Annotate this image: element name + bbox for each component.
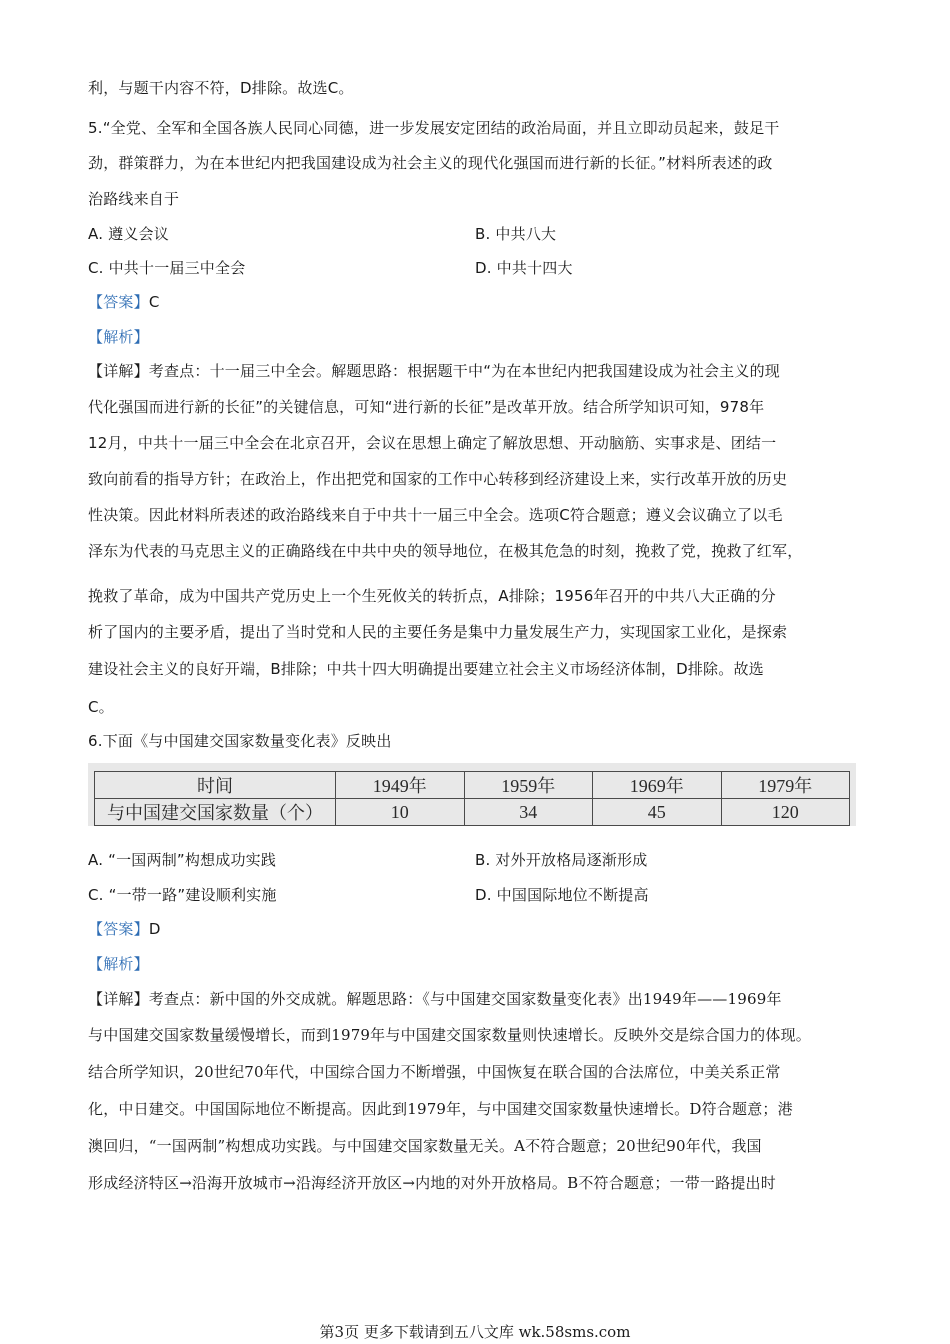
question-5-stem: 劲，群策群力，为在本世纪内把我国建设成为社会主义的现代化强国而进行新的长征。”材料所表述的政	[88, 154, 773, 172]
explanation-line: 致向前看的指导方针；在政治上，作出把党和国家的工作中心转移到经济建设上来，实行改革开放的历史	[88, 470, 788, 488]
table-header-cell: 1959年	[464, 772, 593, 799]
question-6-answer	[88, 919, 161, 939]
table-header-row	[95, 772, 850, 799]
table-header-cell: 1949年	[336, 772, 465, 799]
question-5-option-c: C. 中共十一届三中全会	[88, 259, 246, 277]
question-5-option-d: D. 中共十四大	[475, 259, 573, 277]
analysis-label: 【解析】	[88, 955, 149, 973]
explanation-line: 【详解】考查点：新中国的外交成就。解题思路：《与中国建交国家数量变化表》出1949年——1969年	[88, 990, 782, 1008]
explanation-line: 性决策。因此材料所表述的政治路线来自于中共十一届三中全会。选项C符合题意；遵义会议确立了以毛	[88, 506, 783, 524]
diplomatic-relations-table	[94, 771, 850, 826]
page-footer: 第3页 更多下载请到五八文库 wk.58sms.com	[319, 1323, 631, 1341]
explanation-line: 代化强国而进行新的长征”的关键信息，可知“进行新的长征”是改革开放。结合所学知识可知，978年	[88, 398, 765, 416]
question-6-option-d: D. 中国国际地位不断提高	[475, 886, 649, 904]
explanation-line: 形成经济特区→沿海开放城市→沿海经济开放区→内地的对外开放格局。B不符合题意；一带一路提出时	[88, 1174, 776, 1192]
table-cell: 34	[464, 799, 593, 826]
answer-label: 【答案】	[88, 293, 149, 311]
diplomatic-relations-table-image	[88, 763, 856, 826]
question-6-option-c: C. “一带一路”建设顺利实施	[88, 886, 277, 904]
answer-value: C	[148, 293, 160, 311]
explanation-line: 与中国建交国家数量缓慢增长，而到1979年与中国建交国家数量则快速增长。反映外交是综合国力的体现。	[88, 1026, 811, 1044]
explanation-line: 【详解】考查点：十一届三中全会。解题思路：根据题干中“为在本世纪内把我国建设成为社会主义的现	[88, 362, 780, 380]
question-5-option-b: B. 中共八大	[475, 225, 557, 243]
analysis-label: 【解析】	[88, 328, 149, 346]
explanation-line: 泽东为代表的马克思主义的正确路线在中共中央的领导地位，在极其危急的时刻，挽救了党，挽救了红军，	[88, 542, 803, 560]
table-header-cell: 时间	[95, 772, 336, 799]
explanation-line: 澳回归，“一国两制”构想成功实践。与中国建交国家数量无关。A不符合题意；20世纪90年代，我国	[88, 1137, 762, 1155]
question-6-stem: 6.下面《与中国建交国家数量变化表》反映出	[88, 732, 392, 750]
explanation-line: 化，中日建交。中国国际地位不断提高。因此到1979年，与中国建交国家数量快速增长。D符合题意；港	[88, 1100, 793, 1118]
answer-value: D	[148, 920, 161, 938]
question-6-option-a: A. “一国两制”构想成功实践	[88, 851, 277, 869]
table-cell: 10	[336, 799, 465, 826]
question-5-stem: 5.“全党、全军和全国各族人民同心同德，进一步发展安定团结的政治局面，并且立即动员起来，鼓足干	[88, 119, 780, 137]
explanation-line: 结合所学知识，20世纪70年代，中国综合国力不断增强，中国恢复在联合国的合法席位，中美关系正常	[88, 1063, 781, 1081]
explanation-line: 12月，中共十一届三中全会在北京召开，会议在思想上确定了解放思想、开动脑筋、实事求是、团结一	[88, 434, 777, 452]
table-row-label: 与中国建交国家数量（个）	[95, 799, 336, 826]
table-header-cell: 1969年	[593, 772, 722, 799]
explanation-line: 建设社会主义的良好开端，B排除；中共十四大明确提出要建立社会主义市场经济体制，D排除。故选	[88, 660, 764, 678]
explanation-line: 析了国内的主要矛盾，提出了当时党和人民的主要任务是集中力量发展生产力，实现国家工业化，是探索	[88, 623, 788, 641]
question-5-option-a: A. 遵义会议	[88, 225, 169, 243]
table-header-cell: 1979年	[721, 772, 850, 799]
explanation-line: C。	[88, 698, 114, 716]
question-5-answer	[88, 292, 160, 312]
table-cell: 45	[593, 799, 722, 826]
question-6-option-b: B. 对外开放格局逐渐形成	[475, 851, 648, 869]
text-line: 利，与题干内容不符，D排除。故选C。	[88, 79, 354, 97]
explanation-line: 挽救了革命，成为中国共产党历史上一个生死攸关的转折点，A排除；1956年召开的中共八大正确的分	[88, 587, 776, 605]
question-5-stem: 治路线来自于	[88, 190, 180, 208]
table-cell: 120	[721, 799, 850, 826]
answer-label: 【答案】	[88, 920, 149, 938]
table-row	[95, 799, 850, 826]
